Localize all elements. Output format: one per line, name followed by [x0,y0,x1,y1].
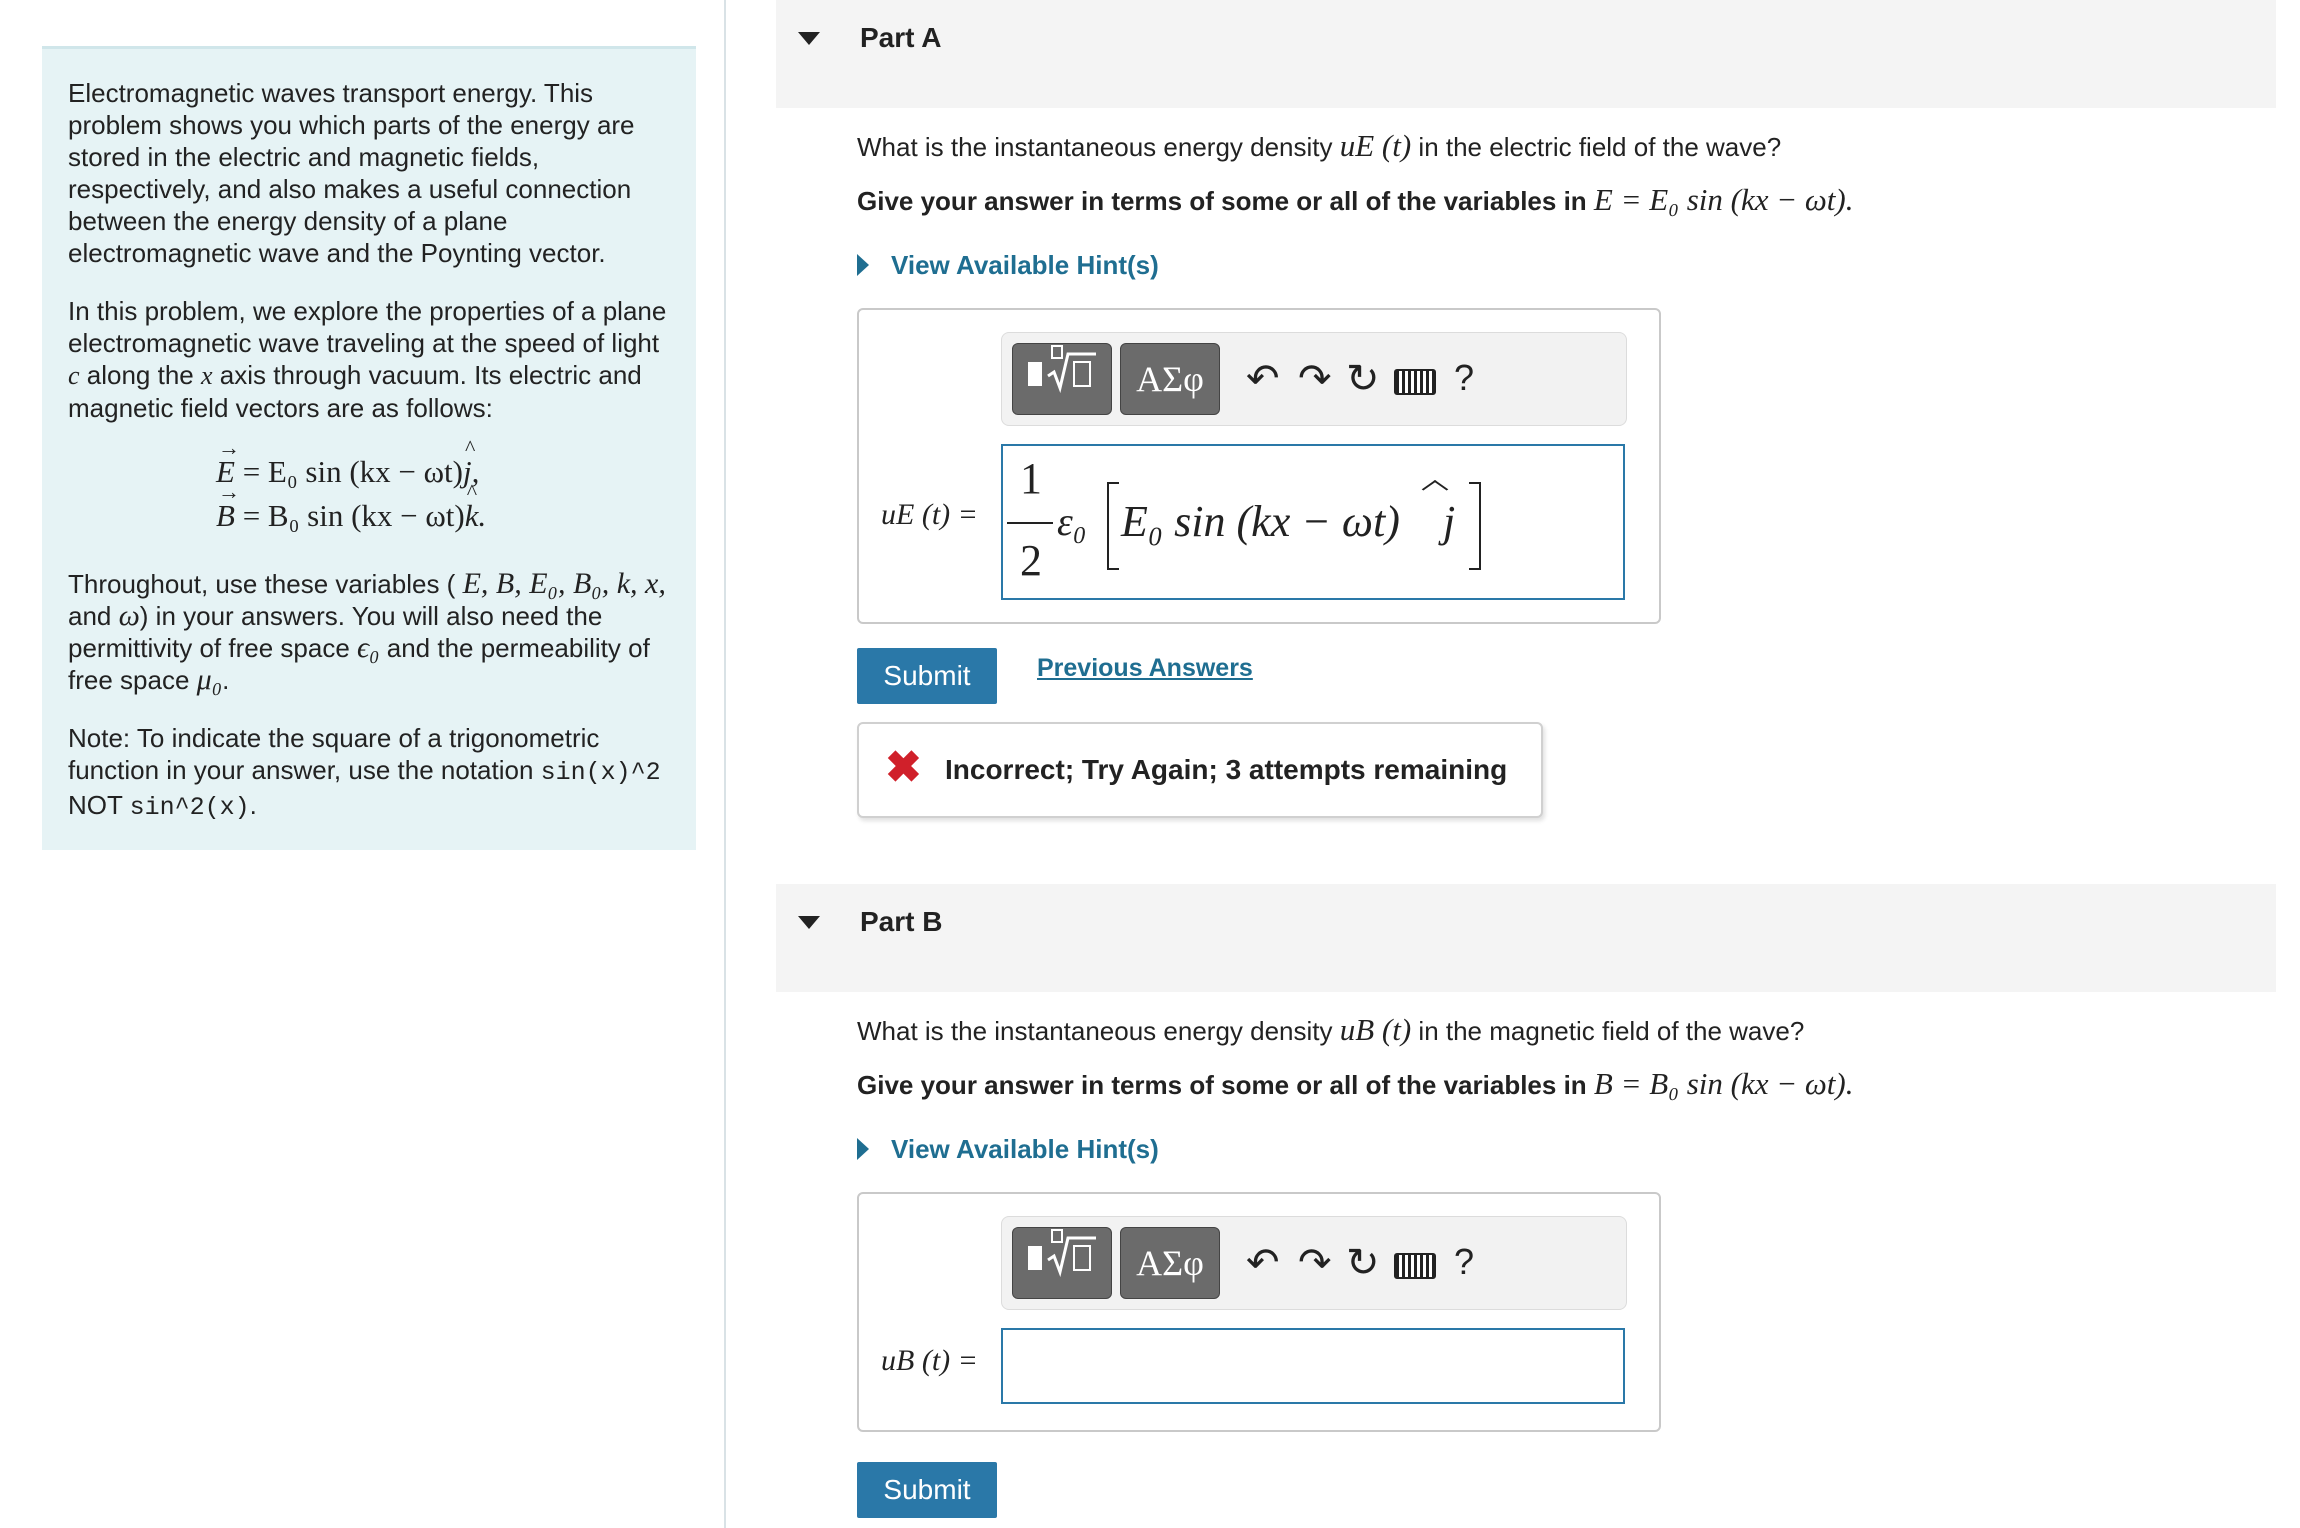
greek-symbols-button[interactable]: ΑΣφ [1120,1227,1220,1299]
intro-text: along the [79,360,201,390]
templates-button[interactable] [1012,1227,1112,1299]
part-b-answer-box [857,1192,1661,1432]
part-b-question [857,1012,1804,1048]
part-a-question [857,128,1781,164]
undo-icon[interactable]: ↶ [1246,357,1280,401]
note-text: Note: To indicate the square of a trigonometric function in your answer, use the notation [68,723,600,785]
answer-denominator: 2 [1020,536,1042,585]
previous-answers-link[interactable]: Previous Answers [1037,654,1253,682]
incorrect-x-icon: ✖ [885,743,922,792]
question-symbol: uE (t) [1339,128,1412,163]
problem-intro-panel [42,46,696,850]
intro-text: axis through vacuum. Its electric and magnetic field vectors are as follows: [68,360,642,423]
answer-j-hat: j [1443,497,1456,546]
k-hat: ^ k. [465,494,487,538]
redo-icon[interactable]: ↷ [1298,1241,1332,1285]
question-text: in the electric field of the wave? [1411,132,1782,162]
e-rhs: = E₀ sin (kx − ωt) [242,454,463,489]
field-equations [216,450,670,538]
answer-expression: E₀ sin (kx − ωt) [1121,497,1400,546]
fraction-bar [1007,522,1053,524]
feedback-message: Incorrect; Try Again; 3 attempts remaining [945,754,1508,785]
instructions-text: Give your answer in terms of some or all of the variables in [857,186,1594,216]
part-a-feedback [857,722,1543,818]
undo-icon[interactable]: ↶ [1246,1241,1280,1285]
answer-numerator: 1 [1020,454,1042,503]
expand-triangle-icon [857,254,869,276]
collapse-caret-icon[interactable] [798,916,820,929]
help-icon[interactable]: ? [1454,1241,1475,1282]
intro-text: and the permeability of free space [68,633,650,695]
hint-label: View Available Hint(s) [891,250,1159,280]
var-c: c [68,361,80,390]
bracket-right [1469,482,1481,570]
template-sqrt-icon [1022,344,1102,394]
collapse-caret-icon[interactable] [798,32,820,45]
intro-text: In this problem, we explore the properties of a plane electromagnetic wave traveling at the speed of light [68,296,667,358]
question-text: What is the instantaneous energy density [857,1016,1340,1046]
intro-text: . [222,665,230,695]
reset-icon[interactable]: ↻ [1346,1241,1380,1285]
part-b-title: Part B [860,906,943,937]
e-vector: → E [216,450,235,494]
part-a-title: Part A [860,22,942,53]
part-b-header[interactable] [776,884,2276,992]
note-text: . [249,790,257,820]
keyboard-icon[interactable] [1394,369,1436,395]
intro-note [68,722,670,824]
instructions-text: Give your answer in terms of some or all of the variables in [857,1070,1594,1100]
math-toolbar [1001,332,1627,426]
var-omega: ω [118,599,140,632]
column-divider [724,0,726,1528]
intro-text: ) in your answers. You will also need the permittivity of free space [68,601,603,663]
part-b-submit-button[interactable]: Submit [857,1462,997,1518]
intro-paragraph-3 [68,568,670,696]
part-a-answer-box [857,308,1661,624]
intro-text: and [68,601,119,631]
question-text: in the magnetic field of the wave? [1411,1016,1805,1046]
variable-list: E, B, E₀, B₀, k, x, [462,567,666,600]
math-toolbar [1001,1216,1627,1310]
part-b-answer-input[interactable] [1001,1328,1625,1404]
instructions-equation: B = B₀ sin (kx − ωt). [1593,1066,1854,1101]
var-mu0: μ₀ [196,663,223,696]
equation-b-field [216,494,670,538]
question-symbol: uB (t) [1339,1012,1412,1047]
part-b-hint-toggle[interactable] [857,1134,1159,1165]
part-a-hint-toggle[interactable] [857,250,1159,281]
b-vector: → B [216,494,235,538]
question-text: What is the instantaneous energy density [857,132,1340,162]
note-code-correct: sin(x)^2 [540,758,661,787]
template-sqrt-icon [1022,1228,1102,1278]
templates-button[interactable] [1012,343,1112,415]
note-code-wrong: sin^2(x) [129,793,250,822]
intro-paragraph-1: Electromagnetic waves transport energy. This problem shows you which parts of the energy are stored in the electric and magnetic fields, respectively, and also makes a useful connection between the energy density of a plane electromagnetic wave and the Poynting vector. [68,78,635,268]
part-a-answer-input[interactable] [1001,444,1625,600]
answer-lhs-ue: uE (t) = [881,498,978,531]
var-x: x [200,361,213,390]
var-epsilon0: ϵ₀ [357,631,380,664]
intro-paragraph-2 [68,295,670,424]
part-a-submit-button[interactable]: Submit [857,648,997,704]
intro-text: Throughout, use these variables ( [68,569,463,599]
note-text: NOT [68,790,130,820]
help-icon[interactable]: ? [1454,357,1475,398]
reset-icon[interactable]: ↻ [1346,357,1380,401]
j-hat: ^ j, [463,450,479,494]
expand-triangle-icon [857,1138,869,1160]
instructions-equation: E = E₀ sin (kx − ωt). [1593,182,1854,217]
answer-lhs-ub: uB (t) = [881,1344,978,1377]
keyboard-icon[interactable] [1394,1253,1436,1279]
hint-label: View Available Hint(s) [891,1134,1159,1164]
b-rhs: = B₀ sin (kx − ωt) [242,498,465,533]
part-b-instructions [857,1066,1854,1102]
equation-e-field [216,450,670,494]
bracket-left [1107,482,1119,570]
answer-epsilon: ε₀ [1057,499,1087,544]
part-a-instructions [857,182,1854,218]
greek-symbols-button[interactable]: ΑΣφ [1120,343,1220,415]
part-a-header[interactable] [776,0,2276,108]
redo-icon[interactable]: ↷ [1298,357,1332,401]
